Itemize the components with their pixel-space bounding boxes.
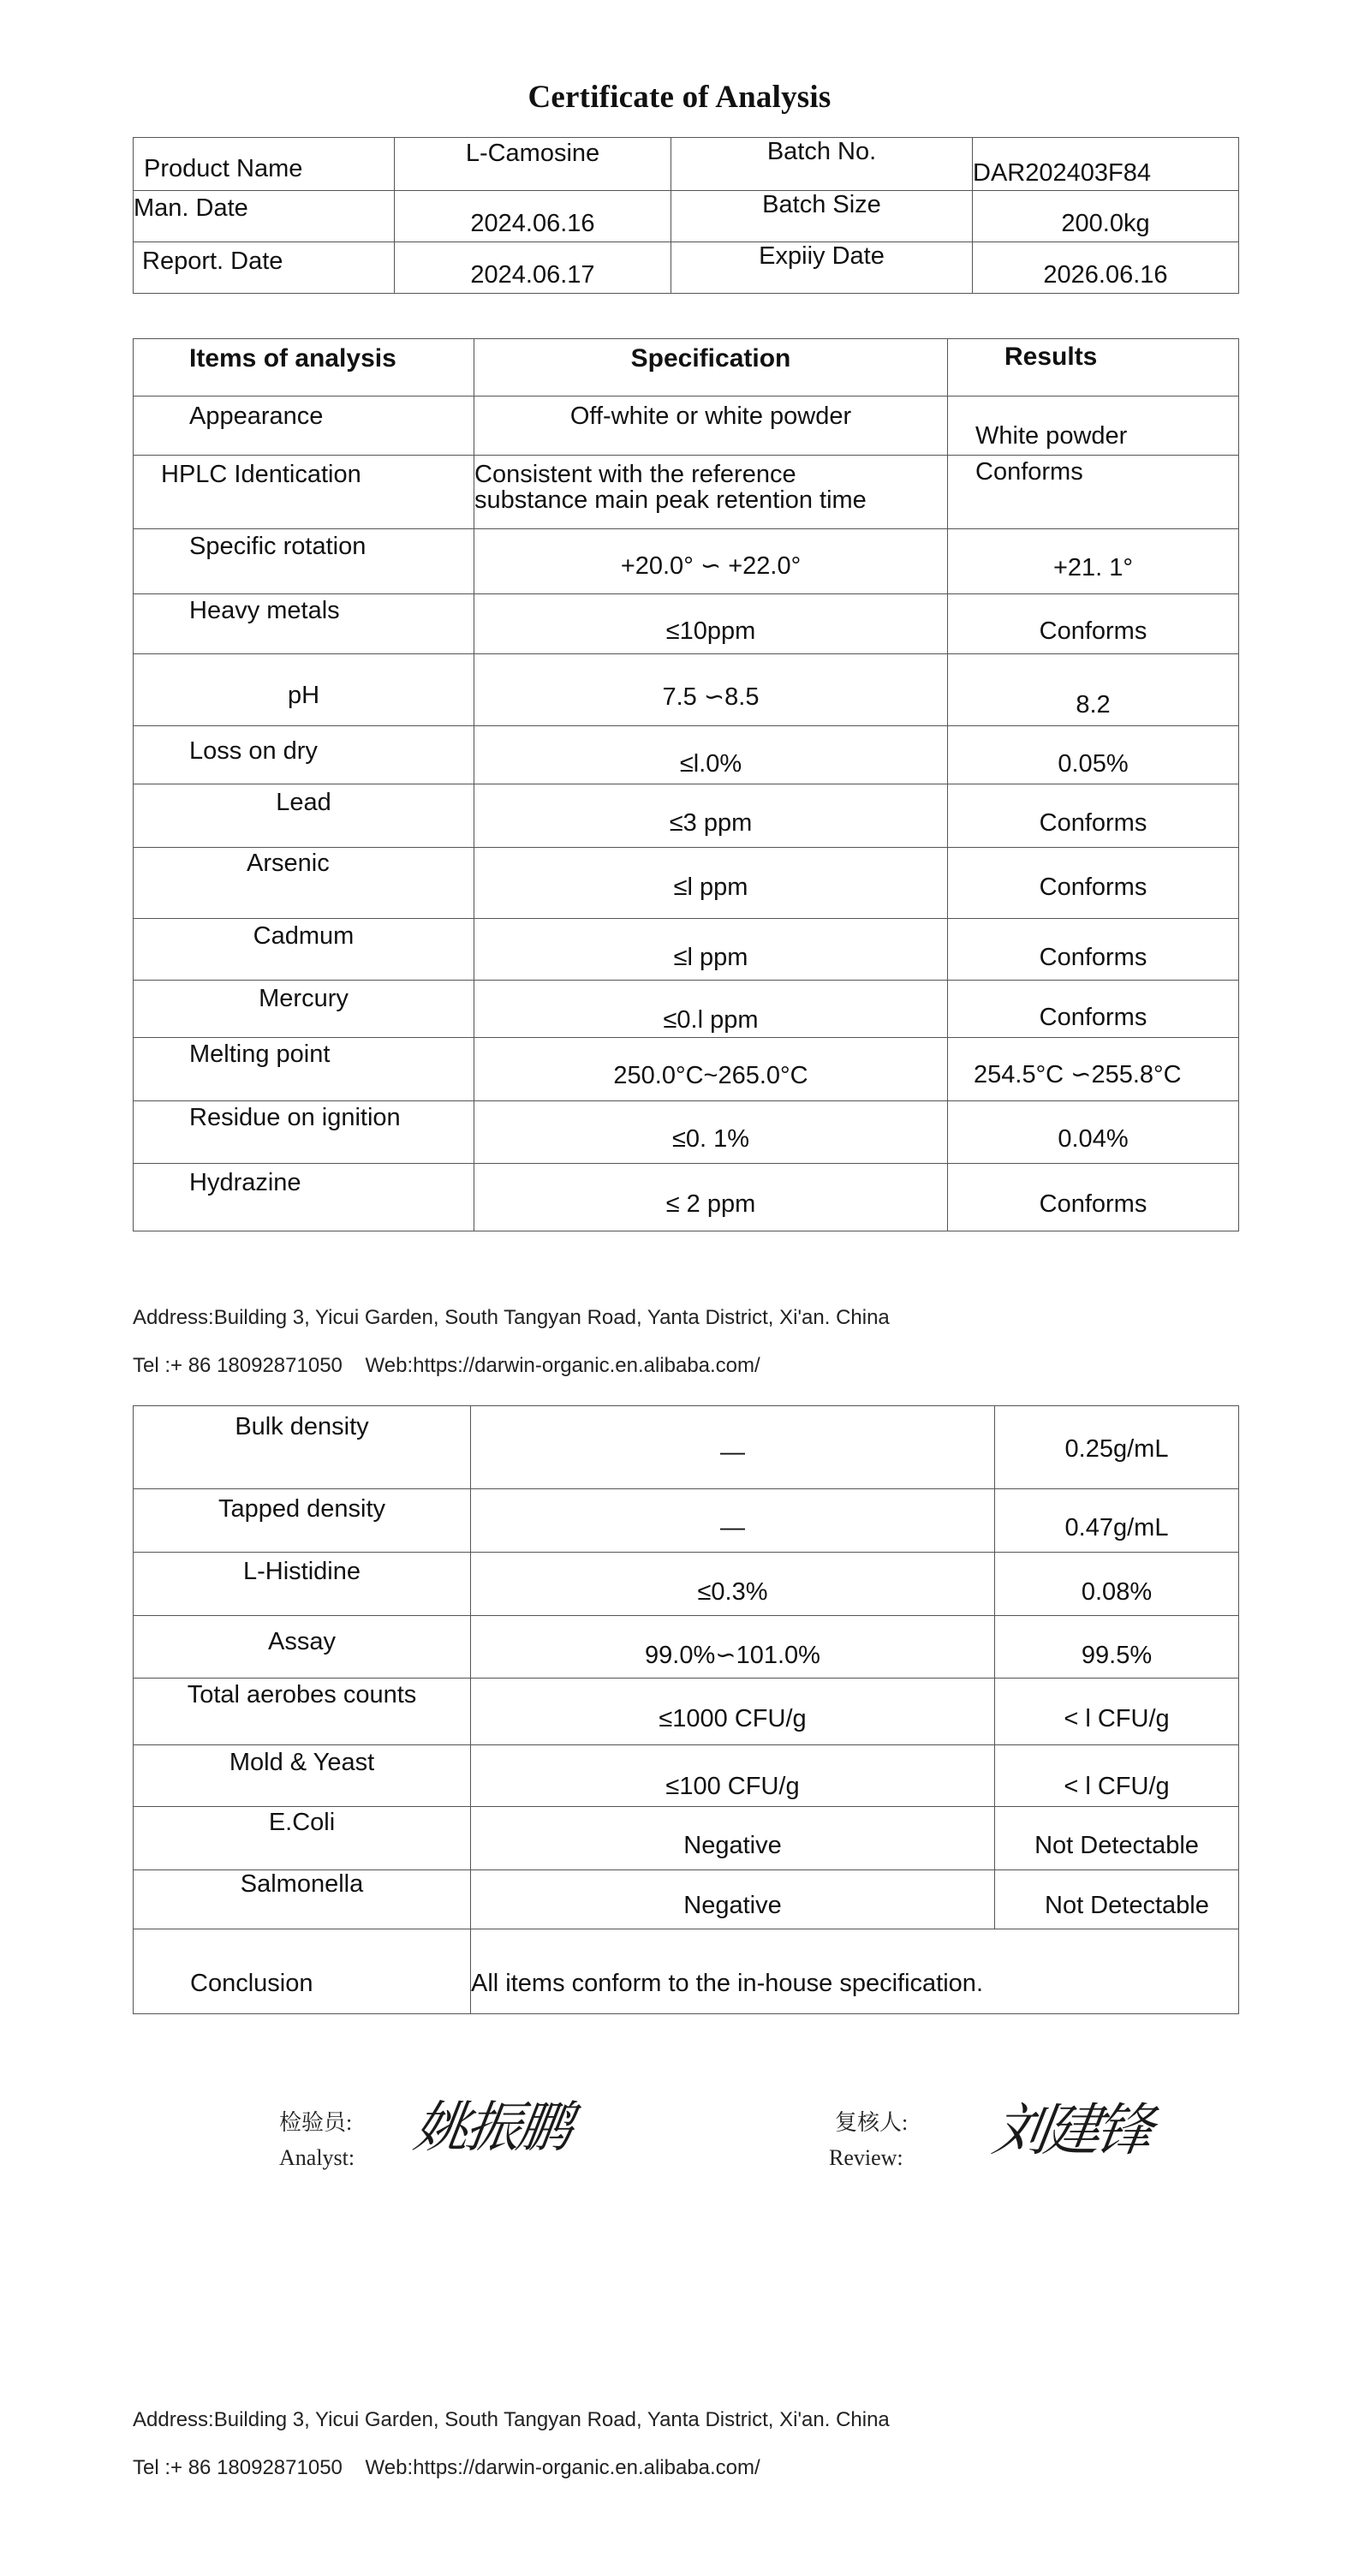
batch-size-value: 200.0kg: [1061, 210, 1150, 237]
item-tapped-density: Tapped density: [218, 1495, 386, 1523]
product-name-value: L-Camosine: [465, 140, 600, 167]
spec-lead: ≤3 ppm: [669, 809, 753, 837]
footer-contact-line: Tel :+ 86 18092871050 Web:https://darwin-organic.en.alibaba.com/: [133, 2456, 760, 2479]
table-row: [134, 919, 1239, 981]
result-hplc: Conforms: [975, 458, 1083, 486]
table-row: [134, 1489, 1239, 1553]
table-row: [134, 654, 1239, 726]
result-total-aerobes: < l CFU/g: [1064, 1705, 1170, 1732]
batch-no-label: Batch No.: [766, 138, 877, 165]
header-results: Results: [1004, 343, 1098, 371]
spec-mercury: ≤0.l ppm: [663, 1006, 759, 1034]
spec-e-coli: Negative: [683, 1832, 782, 1859]
table-row: [134, 594, 1239, 654]
product-name-label-cell: [134, 138, 395, 191]
spec-hplc-line1: Consistent with the reference: [474, 461, 796, 488]
header-items: Items of analysis: [189, 344, 396, 373]
item-total-aerobes: Total aerobes counts: [187, 1681, 417, 1708]
result-loss-on-dry: 0.05%: [1058, 750, 1129, 778]
spec-hplc-line2: substance main peak retention time: [474, 486, 867, 514]
table-row: [134, 456, 1239, 529]
batch-size-cell: [973, 191, 1239, 242]
document-title: Certificate of Analysis: [528, 80, 831, 115]
result-hydrazine: Conforms: [1039, 1190, 1147, 1218]
spec-arsenic: ≤l ppm: [673, 874, 748, 901]
result-melting-point: 254.5°C ∽255.8°C: [974, 1061, 1182, 1088]
analyst-label-en: Analyst:: [279, 2145, 355, 2170]
spec-total-aerobes: ≤1000 CFU/g: [659, 1705, 807, 1732]
table-row: [134, 397, 1239, 456]
item-hydrazine: Hydrazine: [189, 1169, 301, 1196]
spec-residue-on-ignition: ≤0. 1%: [671, 1125, 750, 1153]
item-lead: Lead: [276, 789, 331, 816]
review-label-cn: 复核人:: [835, 2110, 909, 2135]
report-date-cell: [395, 242, 671, 294]
result-assay: 99.5%: [1081, 1642, 1153, 1669]
expiry-date-label: Expiiy Date: [759, 242, 885, 270]
man-date-label-cell: [134, 191, 395, 242]
batch-no-label-cell: [671, 138, 973, 191]
analysis-table: [133, 338, 1239, 1231]
analysis-table-2: [133, 1405, 1239, 2014]
analyst-signature: 姚振鹏: [409, 2096, 574, 2160]
table-row: [134, 1679, 1239, 1745]
result-lead: Conforms: [1039, 809, 1147, 837]
spec-melting-point: 250.0°C~265.0°C: [613, 1062, 808, 1089]
item-ph: pH: [287, 682, 320, 709]
result-cadmum: Conforms: [1039, 944, 1147, 971]
man-date-value: 2024.06.16: [470, 210, 595, 237]
result-appearance: White powder: [975, 422, 1128, 450]
table-row: [134, 1745, 1239, 1807]
address-line: Address:Building 3, Yicui Garden, South Tangyan Road, Yanta District, Xi'an. China: [133, 1306, 890, 1329]
item-heavy-metals: Heavy metals: [189, 597, 340, 624]
header-specification: Specification: [630, 344, 791, 373]
item-arsenic: Arsenic: [247, 850, 330, 877]
table-row: [134, 529, 1239, 594]
result-tapped-density: 0.47g/mL: [1064, 1514, 1169, 1541]
batch-no-cell: [973, 138, 1239, 191]
product-name-label: Product Name: [144, 155, 303, 182]
spec-tapped-density: —: [720, 1514, 745, 1541]
result-mold-yeast: < l CFU/g: [1064, 1773, 1170, 1800]
batch-size-label: Batch Size: [762, 191, 881, 218]
spec-loss-on-dry: ≤l.0%: [679, 750, 742, 778]
conclusion-text: All items conform to the in-house specification.: [471, 1970, 983, 1997]
item-salmonella: Salmonella: [240, 1870, 364, 1898]
analysis-header-row: [134, 339, 1239, 397]
spec-assay: 99.0%∽101.0%: [645, 1642, 820, 1669]
item-specific-rotation: Specific rotation: [189, 533, 367, 560]
item-hplc: HPLC Identication: [161, 461, 361, 488]
table-row: [134, 848, 1239, 919]
batch-no-value: DAR202403F84: [973, 159, 1151, 187]
result-l-histidine: 0.08%: [1081, 1578, 1153, 1606]
item-mercury: Mercury: [259, 985, 349, 1012]
spec-cadmum: ≤l ppm: [673, 944, 748, 971]
item-cadmum: Cadmum: [253, 922, 355, 950]
item-residue-on-ignition: Residue on ignition: [189, 1104, 401, 1131]
review-label-en: Review:: [829, 2145, 903, 2170]
result-mercury: Conforms: [1039, 1004, 1147, 1031]
report-date-value: 2024.06.17: [470, 261, 595, 289]
item-mold-yeast: Mold & Yeast: [229, 1749, 375, 1776]
spec-l-histidine: ≤0.3%: [697, 1578, 768, 1606]
batch-size-label-cell: [671, 191, 973, 242]
report-date-label-cell: [134, 242, 395, 294]
result-heavy-metals: Conforms: [1039, 617, 1147, 645]
spec-appearance: Off-white or white powder: [569, 402, 852, 430]
result-ph: 8.2: [1076, 691, 1111, 719]
item-loss-on-dry: Loss on dry: [189, 737, 318, 765]
man-date-label: Man. Date: [134, 194, 248, 222]
man-date-cell: [395, 191, 671, 242]
table-row: [134, 784, 1239, 848]
item-l-histidine: L-Histidine: [243, 1558, 361, 1585]
item-bulk-density: Bulk density: [235, 1413, 369, 1440]
result-specific-rotation: +21. 1°: [1052, 554, 1134, 581]
report-date-label: Report. Date: [142, 247, 283, 275]
expiry-date-label-cell: [671, 242, 973, 294]
conclusion-row: [134, 1929, 1239, 2014]
spec-specific-rotation: +20.0° ∽ +22.0°: [620, 552, 802, 580]
table-row: [134, 981, 1239, 1038]
expiry-date-cell: [973, 242, 1239, 294]
result-e-coli: Not Detectable: [1034, 1832, 1199, 1859]
table-row: [134, 1807, 1239, 1870]
item-e-coli: E.Coli: [268, 1809, 336, 1836]
item-appearance: Appearance: [189, 402, 324, 430]
table-row: [134, 1038, 1239, 1101]
header-results-cell: [948, 339, 1239, 397]
spec-bulk-density: —: [720, 1439, 745, 1466]
table-row: [134, 726, 1239, 784]
spec-heavy-metals: ≤10ppm: [665, 617, 756, 645]
expiry-date-value: 2026.06.16: [1043, 261, 1168, 289]
result-arsenic: Conforms: [1039, 874, 1147, 901]
product-name-cell: [395, 138, 671, 191]
header-items-cell: [134, 339, 474, 397]
header-spec-cell: [474, 339, 948, 397]
spec-ph: 7.5 ∽8.5: [662, 683, 760, 711]
table-row: [134, 1164, 1239, 1231]
table-row: [134, 1553, 1239, 1616]
table-row: [134, 1101, 1239, 1164]
footer-address-line: Address:Building 3, Yicui Garden, South Tangyan Road, Yanta District, Xi'an. China: [133, 2408, 890, 2431]
result-salmonella: Not Detectable: [1045, 1892, 1209, 1919]
result-residue-on-ignition: 0.04%: [1058, 1125, 1129, 1153]
spec-salmonella: Negative: [683, 1892, 782, 1919]
table-row: [134, 1616, 1239, 1679]
spec-mold-yeast: ≤100 CFU/g: [665, 1773, 800, 1800]
table-row: [134, 1406, 1239, 1489]
product-info-table: [133, 137, 1239, 294]
item-melting-point: Melting point: [189, 1041, 331, 1068]
table-row: [134, 1870, 1239, 1929]
item-assay: Assay: [268, 1628, 336, 1655]
spec-hydrazine: ≤ 2 ppm: [665, 1190, 756, 1218]
result-bulk-density: 0.25g/mL: [1064, 1435, 1169, 1463]
review-signature: 刘建锋: [988, 2097, 1153, 2163]
analyst-label-cn: 检验员:: [279, 2110, 353, 2135]
contact-line: Tel :+ 86 18092871050 Web:https://darwin-organic.en.alibaba.com/: [133, 1354, 760, 1377]
conclusion-label: Conclusion: [190, 1970, 313, 1997]
